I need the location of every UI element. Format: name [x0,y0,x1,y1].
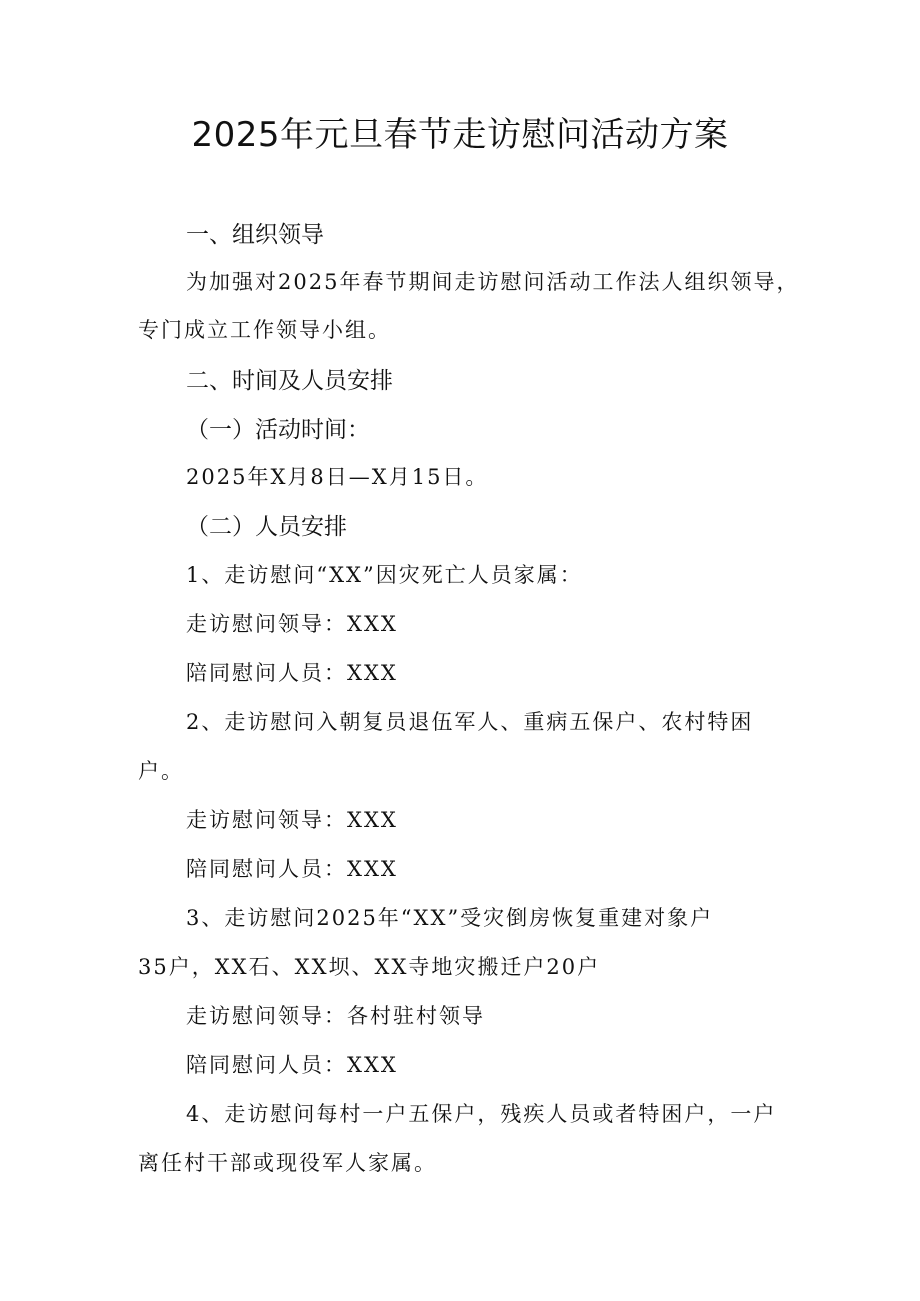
paragraph-line: 专门成立工作领导小组。 [138,318,391,342]
list-item: 陪同慰问人员：XXX [186,661,398,685]
list-item: 走访慰问领导：各村驻村领导 [186,1004,485,1028]
list-item: 2、走访慰问入朝复员退伍军人、重病五保户、农村特困 [186,710,754,734]
section-heading-schedule: 二、时间及人员安排 [186,368,393,394]
section-heading-organization: 一、组织领导 [186,222,324,248]
activity-date-range: 2025年X月8日—X月15日。 [186,465,489,489]
list-item: 陪同慰问人员：XXX [186,1053,398,1077]
list-item: 离任村干部或现役军人家属。 [138,1151,437,1175]
list-item: 3、走访慰问2025年“XX”受灾倒房恢复重建对象户 [186,906,714,930]
list-item: 1、走访慰问“XX”因灾死亡人员家属： [186,563,583,587]
list-item: 4、走访慰问每村一户五保户，残疾人员或者特困户，一户 [186,1102,777,1126]
paragraph-line: 为加强对2025年春节期间走访慰问活动工作法人组织领导， [186,270,800,294]
list-item: 走访慰问领导：XXX [186,808,398,832]
subheading-personnel: （二）人员安排 [186,514,347,540]
page-title: 2025年元旦春节走访慰问活动方案 [191,115,729,155]
list-item: 陪同慰问人员：XXX [186,857,398,881]
subheading-activity-time: （一）活动时间： [186,417,370,443]
list-item: 户。 [138,759,184,783]
list-item: 35户，XX石、XX坝、XX寺地灾搬迁户20户 [138,955,601,979]
list-item: 走访慰问领导：XXX [186,612,398,636]
